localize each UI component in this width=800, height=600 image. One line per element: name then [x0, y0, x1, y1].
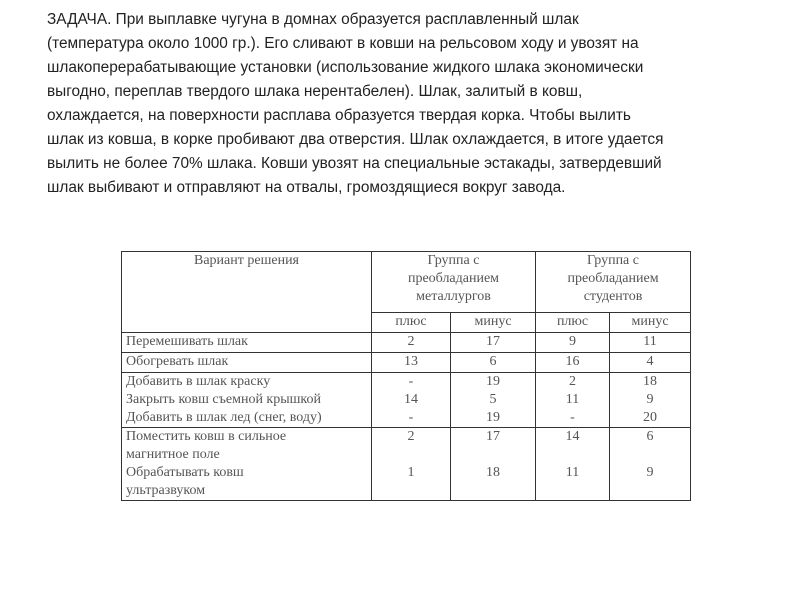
row-variant: Обогревать шлак	[122, 353, 372, 373]
cell-g2-plus: 14 11	[536, 428, 610, 501]
table-row	[122, 373, 691, 428]
task-line: охлаждается, на поверхности расплава образуется твердая корка. Чтобы вылить	[47, 107, 631, 124]
cell-g2-minus: 4	[610, 353, 691, 373]
cell-g1-plus: 13	[372, 353, 451, 373]
cell-g1-plus: - 14 -	[372, 373, 451, 428]
task-line: выгодно, переплав твердого шлака нерентабелен). Шлак, залитый в ковш,	[47, 83, 583, 100]
table-row	[122, 333, 691, 353]
task-line: шлак из ковша, в корке пробивают два отверстия. Шлак охлаждается, в итоге удается	[47, 131, 664, 148]
cell-g2-minus: 11	[610, 333, 691, 353]
task-text	[47, 8, 767, 200]
header-minus: минус	[451, 313, 536, 333]
cell-g2-plus: 16	[536, 353, 610, 373]
table-header-row	[122, 252, 691, 313]
header-minus: минус	[610, 313, 691, 333]
task-line: шлакоперерабатывающие установки (использование жидкого шлака экономически	[47, 59, 644, 76]
table-row	[122, 353, 691, 373]
header-plus: плюс	[372, 313, 451, 333]
task-line: шлак выбивают и отправляют на отвалы, громоздящиеся вокруг завода.	[47, 179, 566, 196]
header-plus: плюс	[536, 313, 610, 333]
cell-g2-plus: 9	[536, 333, 610, 353]
task-line: вылить не более 70% шлака. Ковши увозят на специальные эстакады, затвердевший	[47, 155, 662, 172]
row-variant: Добавить в шлак краску Закрыть ковш съемной крышкой Добавить в шлак лед (снег, воду)	[122, 373, 372, 428]
solutions-table	[121, 251, 691, 501]
row-variant: Поместить ковш в сильное магнитное поле Обрабатывать ковш ультразвуком	[122, 428, 372, 501]
cell-g2-minus: 6 9	[610, 428, 691, 501]
task-line: (температура около 1000 гр.). Его сливают в ковши на рельсовом ходу и увозят на	[47, 35, 639, 52]
cell-g2-plus: 2 11 -	[536, 373, 610, 428]
cell-g2-minus: 18 9 20	[610, 373, 691, 428]
task-line: ЗАДАЧА. При выплавке чугуна в домнах образуется расплавленный шлак	[47, 11, 579, 28]
cell-g1-minus: 17	[451, 333, 536, 353]
cell-g1-plus: 2	[372, 333, 451, 353]
cell-g1-plus: 2 1	[372, 428, 451, 501]
header-group-metallurgists: Группа с преобладанием металлургов	[372, 252, 536, 313]
cell-g1-minus: 6	[451, 353, 536, 373]
header-variant: Вариант решения	[122, 252, 372, 333]
cell-g1-minus: 17 18	[451, 428, 536, 501]
header-group-students: Группа с преобладанием студентов	[536, 252, 691, 313]
table-row	[122, 428, 691, 501]
cell-g1-minus: 19 5 19	[451, 373, 536, 428]
row-variant: Перемешивать шлак	[122, 333, 372, 353]
